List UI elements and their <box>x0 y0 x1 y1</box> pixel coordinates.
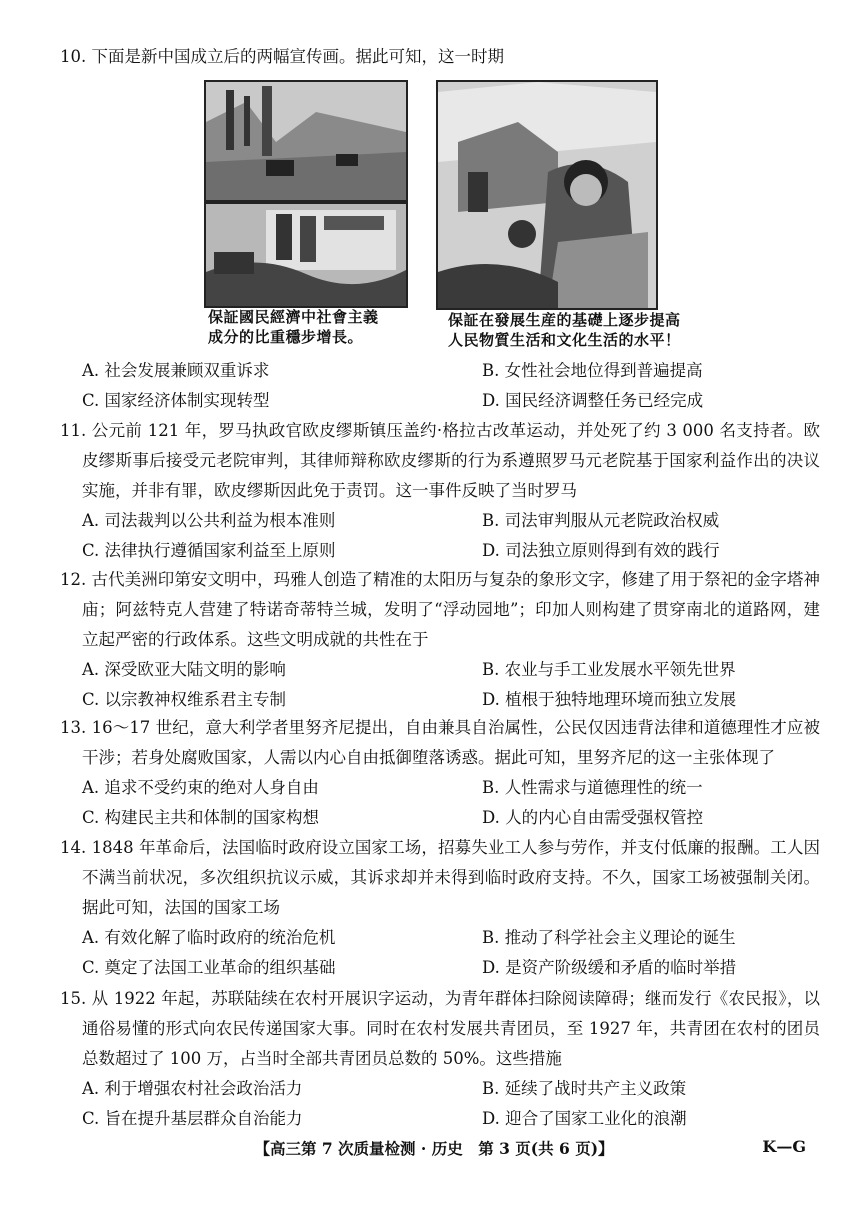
question-10-options <box>60 356 820 416</box>
question-13-stem: 13. 16～17 世纪，意大利学者里努齐尼提出，自由兼具自治属性，公民仅因违背法律和道德理性才应被干涉；若身处腐败国家，人需以内心自由抵御堕落诱惑。据此可知，里努齐尼的这一主张体现了 <box>60 718 820 767</box>
poster-left <box>204 80 408 308</box>
question-12-option-c[interactable]: C. 以宗教神权维系君主专制 <box>82 690 287 709</box>
question-14-option-c[interactable]: C. 奠定了法国工业革命的组织基础 <box>82 958 336 977</box>
question-11-option-d[interactable]: D. 司法独立原则得到有效的践行 <box>482 541 720 560</box>
poster-right-caption-line-1: 保証在發展生産的基礎上逐步提高 <box>448 311 681 329</box>
question-14-option-a[interactable]: A. 有效化解了临时政府的统治危机 <box>82 928 336 947</box>
question-12-option-a[interactable]: A. 深受欧亚大陆文明的影响 <box>82 660 286 679</box>
question-14 <box>60 833 820 983</box>
question-15-option-c[interactable]: C. 旨在提升基层群众自治能力 <box>82 1109 303 1128</box>
question-10-option-d[interactable]: D. 国民经济调整任务已经完成 <box>482 391 704 410</box>
poster-right-caption-line-2: 人民物質生活和文化生活的水平！ <box>448 331 681 349</box>
poster-right <box>436 80 658 310</box>
poster-right-caption <box>448 310 681 350</box>
question-15 <box>60 984 820 1134</box>
question-15-option-d[interactable]: D. 迎合了国家工业化的浪潮 <box>482 1109 687 1128</box>
poster-left-caption-line-1: 保証國民經濟中社會主義 <box>208 308 379 326</box>
question-15-option-a[interactable]: A. 利于增强农村社会政治活力 <box>82 1079 303 1098</box>
question-12 <box>60 565 820 715</box>
question-14-option-d[interactable]: D. 是资产阶级缓和矛盾的临时举措 <box>482 958 737 977</box>
question-13 <box>60 713 820 833</box>
question-10-option-a[interactable]: A. 社会发展兼顾双重诉求 <box>82 361 270 380</box>
poster-left-illustration <box>206 82 406 306</box>
poster-left-caption <box>208 307 379 347</box>
question-10-option-c[interactable]: C. 国家经济体制实现转型 <box>82 391 270 410</box>
question-13-option-a[interactable]: A. 追求不受约束的绝对人身自由 <box>82 778 319 797</box>
page-footer: 【高三第 7 次质量检测 · 历史 第 3 页(共 6 页)】 <box>254 1139 614 1158</box>
question-14-option-b[interactable]: B. 推动了科学社会主义理论的诞生 <box>482 928 736 947</box>
question-12-stem: 12. 古代美洲印第安文明中，玛雅人创造了精准的太阳历与复杂的象形文字，修建了用于祭祀的金字塔神庙；阿兹特克人营建了特诺奇蒂特兰城，发明了“浮动园地”；印加人则构建了贯穿南北的道路网，建立起严密的行政体系。这些文明成就的共性在于 <box>60 570 820 649</box>
question-15-option-b[interactable]: B. 延续了战时共产主义政策 <box>482 1079 687 1098</box>
question-12-option-d[interactable]: D. 植根于独特地理环境而独立发展 <box>482 690 737 709</box>
question-10-option-b[interactable]: B. 女性社会地位得到普遍提高 <box>482 361 703 380</box>
poster-right-illustration <box>438 82 656 308</box>
poster-left-caption-line-2: 成分的比重穩步增長。 <box>208 328 364 346</box>
question-10 <box>60 42 820 72</box>
question-12-option-b[interactable]: B. 农业与手工业发展水平领先世界 <box>482 660 736 679</box>
question-15-stem: 15. 从 1922 年起，苏联陆续在农村开展识字运动，为青年群体扫除阅读障碍；继而发行《农民报》，以通俗易懂的形式向农民传递国家大事。同时在农村发展共青团员，至 1927 年，共青团在农村的团员总数超过了 100 万，占当时全部共青团员总数的 50%。这些措施 <box>60 989 820 1068</box>
question-11-option-c[interactable]: C. 法律执行遵循国家利益至上原则 <box>82 541 336 560</box>
question-13-option-d[interactable]: D. 人的内心自由需受强权管控 <box>482 808 704 827</box>
question-13-option-c[interactable]: C. 构建民主共和体制的国家构想 <box>82 808 320 827</box>
question-11 <box>60 416 820 566</box>
question-14-stem: 14. 1848 年革命后，法国临时政府设立国家工场，招募失业工人参与劳作，并支付低廉的报酬。工人因不满当前状况，多次组织抗议示威，其诉求却并未得到临时政府支持。不久，国家工场被强制关闭。据此可知，法国的国家工场 <box>60 838 820 917</box>
paper-code: K—G <box>762 1137 806 1156</box>
question-11-option-b[interactable]: B. 司法审判服从元老院政治权威 <box>482 511 720 530</box>
question-11-option-a[interactable]: A. 司法裁判以公共利益为根本准则 <box>82 511 336 530</box>
question-13-option-b[interactable]: B. 人性需求与道德理性的统一 <box>482 778 703 797</box>
question-11-stem: 11. 公元前 121 年，罗马执政官欧皮缪斯镇压盖约·格拉古改革运动，并处死了约 3 000 名支持者。欧皮缪斯事后接受元老院审判，其律师辩称欧皮缪斯的行为系遵照罗马元老院基于国家利益作出的决议实施，并非有罪，欧皮缪斯因此免于责罚。这一事件反映了当时罗马 <box>60 421 820 500</box>
question-10-stem: 10. 下面是新中国成立后的两幅宣传画。据此可知，这一时期 <box>60 47 504 66</box>
